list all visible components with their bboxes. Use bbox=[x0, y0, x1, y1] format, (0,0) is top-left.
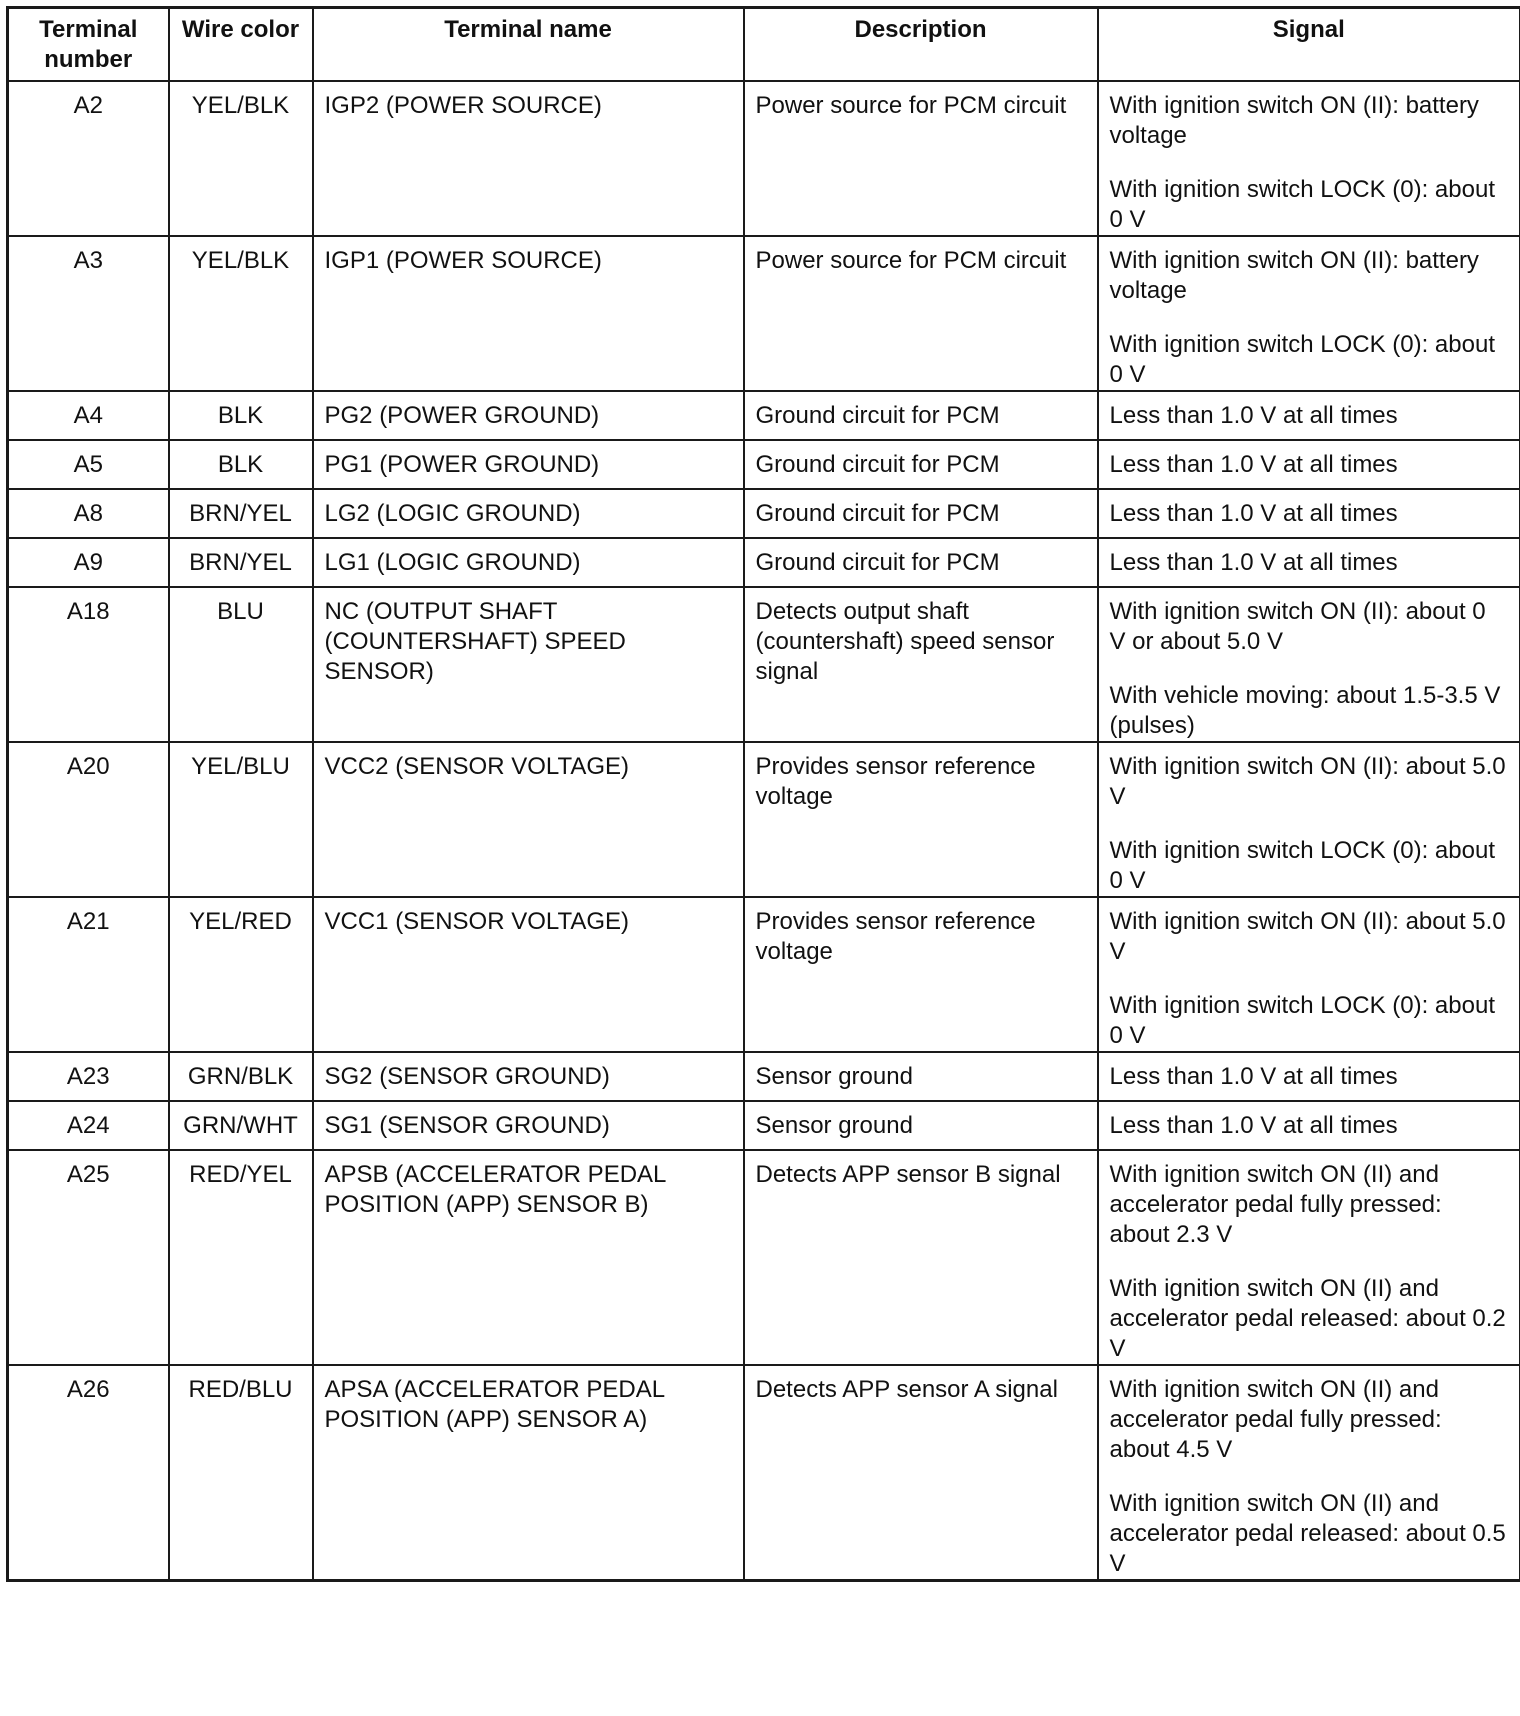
signal-cell bbox=[1098, 1052, 1520, 1101]
terminal-name-cell: VCC1 (SENSOR VOLTAGE) bbox=[313, 897, 744, 1052]
terminal-name-cell: IGP1 (POWER SOURCE) bbox=[313, 236, 744, 391]
terminal-name-cell: SG2 (SENSOR GROUND) bbox=[313, 1052, 744, 1101]
terminal-name-cell: PG1 (POWER GROUND) bbox=[313, 440, 744, 489]
table-row bbox=[8, 1150, 1520, 1365]
signal-text: With ignition switch ON (II) and accelerator pedal released: about 0.5 V bbox=[1109, 1489, 1506, 1577]
description-cell: Ground circuit for PCM bbox=[744, 489, 1098, 538]
table-row bbox=[8, 897, 1520, 1052]
description-cell: Ground circuit for PCM bbox=[744, 440, 1098, 489]
terminal-number-cell: A2 bbox=[8, 81, 169, 236]
signal-text: With ignition switch LOCK (0): about 0 V bbox=[1109, 991, 1495, 1049]
table-row bbox=[8, 742, 1520, 897]
signal-text: With ignition switch ON (II): about 5.0 V bbox=[1109, 907, 1506, 965]
description-cell: Detects output shaft (countershaft) speed sensor signal bbox=[744, 587, 1098, 742]
terminal-number-cell: A8 bbox=[8, 489, 169, 538]
signal-cell bbox=[1098, 1101, 1520, 1150]
description-cell: Sensor ground bbox=[744, 1052, 1098, 1101]
wire-color-cell: GRN/WHT bbox=[169, 1101, 313, 1150]
description-cell: Ground circuit for PCM bbox=[744, 391, 1098, 440]
terminal-name-cell: APSB (ACCELERATOR PEDAL POSITION (APP) SENSOR B) bbox=[313, 1150, 744, 1365]
terminal-number-cell: A21 bbox=[8, 897, 169, 1052]
terminal-number-cell: A4 bbox=[8, 391, 169, 440]
signal-text: With ignition switch ON (II) and accelerator pedal fully pressed: about 4.5 V bbox=[1109, 1375, 1442, 1463]
wire-color-cell: YEL/BLK bbox=[169, 236, 313, 391]
wire-color-cell: RED/BLU bbox=[169, 1365, 313, 1581]
header-signal: Signal bbox=[1098, 8, 1520, 81]
wire-color-cell: GRN/BLK bbox=[169, 1052, 313, 1101]
terminal-name-cell: LG2 (LOGIC GROUND) bbox=[313, 489, 744, 538]
header-wire-color: Wire color bbox=[169, 8, 313, 81]
terminal-number-cell: A26 bbox=[8, 1365, 169, 1581]
terminal-name-cell: VCC2 (SENSOR VOLTAGE) bbox=[313, 742, 744, 897]
wire-color-cell: BRN/YEL bbox=[169, 489, 313, 538]
signal-text: With ignition switch LOCK (0): about 0 V bbox=[1109, 836, 1495, 894]
table-row bbox=[8, 1365, 1520, 1581]
signal-cell bbox=[1098, 1365, 1520, 1581]
signal-text: With ignition switch ON (II): battery voltage bbox=[1109, 246, 1479, 304]
description-cell: Power source for PCM circuit bbox=[744, 236, 1098, 391]
signal-cell bbox=[1098, 1150, 1520, 1365]
signal-cell bbox=[1098, 587, 1520, 742]
signal-text: With ignition switch ON (II) and accelerator pedal released: about 0.2 V bbox=[1109, 1274, 1506, 1362]
terminal-name-cell: NC (OUTPUT SHAFT (COUNTERSHAFT) SPEED SENSOR) bbox=[313, 587, 744, 742]
wire-color-cell: BRN/YEL bbox=[169, 538, 313, 587]
signal-text: Less than 1.0 V at all times bbox=[1109, 499, 1398, 527]
wire-color-cell: BLU bbox=[169, 587, 313, 742]
terminal-name-cell: SG1 (SENSOR GROUND) bbox=[313, 1101, 744, 1150]
signal-cell bbox=[1098, 538, 1520, 587]
signal-cell bbox=[1098, 81, 1520, 236]
table-row bbox=[8, 1101, 1520, 1150]
signal-cell bbox=[1098, 236, 1520, 391]
terminal-number-cell: A5 bbox=[8, 440, 169, 489]
table-row bbox=[8, 489, 1520, 538]
terminal-table bbox=[6, 6, 1520, 1582]
terminal-number-cell: A9 bbox=[8, 538, 169, 587]
terminal-name-cell: APSA (ACCELERATOR PEDAL POSITION (APP) SENSOR A) bbox=[313, 1365, 744, 1581]
table-body bbox=[8, 81, 1520, 1581]
signal-cell bbox=[1098, 897, 1520, 1052]
signal-text: Less than 1.0 V at all times bbox=[1109, 1062, 1398, 1090]
signal-text: Less than 1.0 V at all times bbox=[1109, 1111, 1398, 1139]
wire-color-cell: BLK bbox=[169, 391, 313, 440]
terminal-number-cell: A18 bbox=[8, 587, 169, 742]
signal-text: With ignition switch ON (II): about 5.0 V bbox=[1109, 752, 1506, 810]
signal-text: With ignition switch ON (II): about 0 V or about 5.0 V bbox=[1109, 597, 1486, 655]
description-cell: Detects APP sensor A signal bbox=[744, 1365, 1098, 1581]
terminal-number-cell: A3 bbox=[8, 236, 169, 391]
terminal-number-cell: A20 bbox=[8, 742, 169, 897]
signal-cell bbox=[1098, 440, 1520, 489]
description-cell: Detects APP sensor B signal bbox=[744, 1150, 1098, 1365]
signal-text: Less than 1.0 V at all times bbox=[1109, 450, 1398, 478]
terminal-name-cell: LG1 (LOGIC GROUND) bbox=[313, 538, 744, 587]
wire-color-cell: BLK bbox=[169, 440, 313, 489]
terminal-name-cell: IGP2 (POWER SOURCE) bbox=[313, 81, 744, 236]
table-row bbox=[8, 391, 1520, 440]
signal-text: With ignition switch LOCK (0): about 0 V bbox=[1109, 330, 1495, 388]
terminal-number-cell: A25 bbox=[8, 1150, 169, 1365]
terminal-number-cell: A23 bbox=[8, 1052, 169, 1101]
signal-text: With ignition switch ON (II): battery voltage bbox=[1109, 91, 1479, 149]
signal-text: With vehicle moving: about 1.5-3.5 V (pulses) bbox=[1109, 681, 1501, 739]
terminal-name-cell: PG2 (POWER GROUND) bbox=[313, 391, 744, 440]
table-row bbox=[8, 81, 1520, 236]
table-row bbox=[8, 1052, 1520, 1101]
signal-text: Less than 1.0 V at all times bbox=[1109, 401, 1398, 429]
table-row bbox=[8, 587, 1520, 742]
wire-color-cell: RED/YEL bbox=[169, 1150, 313, 1365]
signal-text: With ignition switch LOCK (0): about 0 V bbox=[1109, 175, 1495, 233]
signal-cell bbox=[1098, 489, 1520, 538]
table-row bbox=[8, 538, 1520, 587]
description-cell: Provides sensor reference voltage bbox=[744, 742, 1098, 897]
description-cell: Provides sensor reference voltage bbox=[744, 897, 1098, 1052]
header-terminal-number: Terminal number bbox=[8, 8, 169, 81]
signal-cell bbox=[1098, 391, 1520, 440]
signal-text: With ignition switch ON (II) and accelerator pedal fully pressed: about 2.3 V bbox=[1109, 1160, 1442, 1248]
description-cell: Ground circuit for PCM bbox=[744, 538, 1098, 587]
signal-text: Less than 1.0 V at all times bbox=[1109, 548, 1398, 576]
signal-cell bbox=[1098, 742, 1520, 897]
terminal-number-cell: A24 bbox=[8, 1101, 169, 1150]
wire-color-cell: YEL/BLK bbox=[169, 81, 313, 236]
header-row bbox=[8, 8, 1520, 81]
description-cell: Power source for PCM circuit bbox=[744, 81, 1098, 236]
header-description: Description bbox=[744, 8, 1098, 81]
wire-color-cell: YEL/BLU bbox=[169, 742, 313, 897]
description-cell: Sensor ground bbox=[744, 1101, 1098, 1150]
wire-color-cell: YEL/RED bbox=[169, 897, 313, 1052]
table-header bbox=[8, 8, 1520, 81]
table-row bbox=[8, 236, 1520, 391]
table-row bbox=[8, 440, 1520, 489]
header-terminal-name: Terminal name bbox=[313, 8, 744, 81]
